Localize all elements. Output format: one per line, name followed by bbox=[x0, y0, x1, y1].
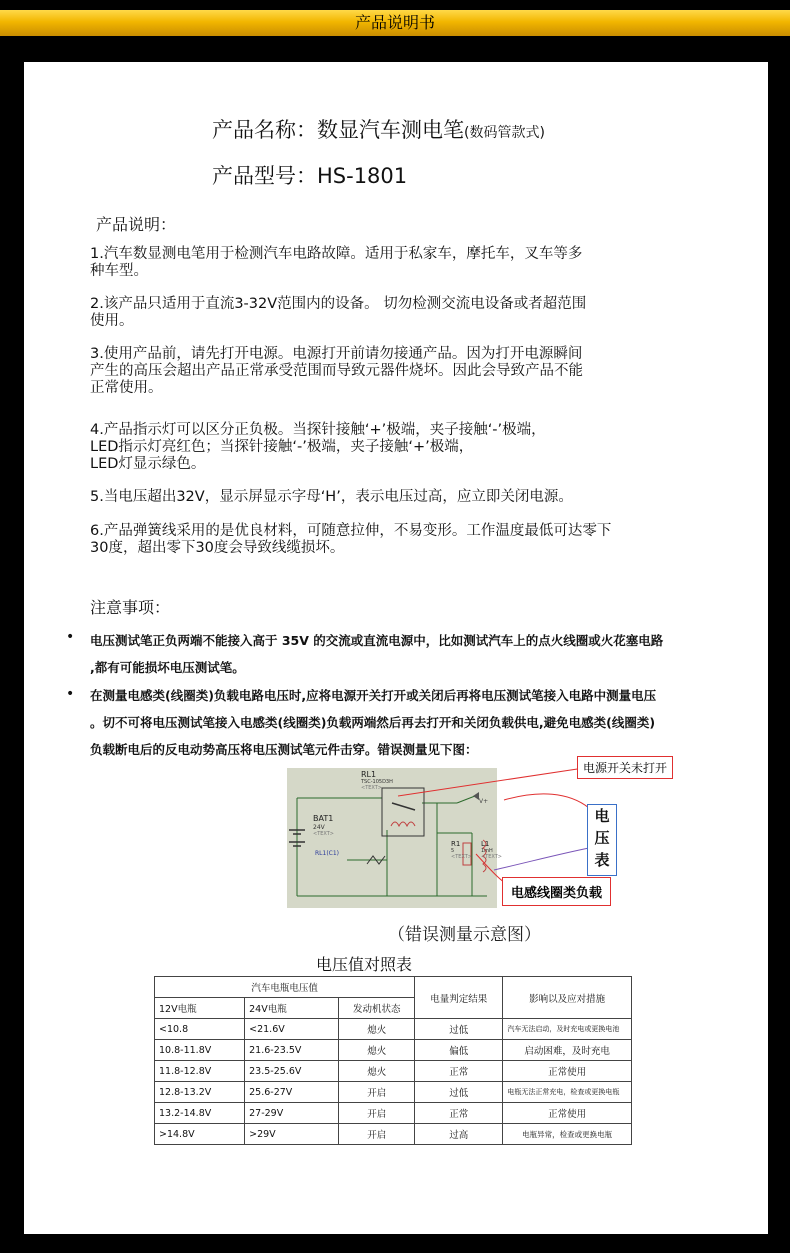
relay-model-label: TSC-105D3H bbox=[361, 779, 393, 785]
relay-coil-label: RL1(C1) bbox=[315, 850, 340, 857]
probe-label: V+ bbox=[479, 798, 489, 805]
resistor-label: R1 bbox=[451, 840, 461, 848]
table-row: >14.8V >29V 开启 过高 电瓶异常，检查或更换电瓶 bbox=[155, 1124, 632, 1145]
table-row: 11.8-12.8V 23.5-25.6V 熄火 正常 正常使用 bbox=[155, 1061, 632, 1082]
description-item-6: 6.产品弹簧线采用的是优良材料，可随意拉伸，不易变形。工作温度最低可达零下 30度，超出零下30度会导致线缆损坏。 bbox=[90, 523, 612, 556]
callout-switch: 电源开关未打开 bbox=[577, 756, 673, 779]
manual-sheet bbox=[24, 62, 768, 1234]
table-group-header: 汽车电瓶电压值 bbox=[155, 977, 415, 998]
voltage-table bbox=[154, 976, 632, 1145]
top-banner bbox=[0, 0, 790, 40]
product-model: 产品型号：HS-1801 bbox=[212, 164, 408, 188]
battery-text-label: <TEXT> bbox=[313, 831, 334, 837]
table-row: <10.8 <21.6V 熄火 过低 汽车无法启动，及时充电或更换电池 bbox=[155, 1019, 632, 1040]
inductor-text-label: <TEXT> bbox=[481, 854, 502, 860]
description-title: 产品说明： bbox=[96, 215, 177, 234]
battery-volt-label: 24V bbox=[313, 824, 325, 831]
notes-item-2: 在测量电感类(线圈类)负载电路电压时,应将电源开关打开或关闭后再将电压测试笔接入电路中测量电压 。切不可将电压测试笔接入电感类(线圈类)负载两端然后再去打开和关闭负载供电,避免电感类(线圈类) 负载断电后的反电动势高压将电压测试笔元件击穿。错误测量见下图： bbox=[90, 688, 657, 757]
bullet-icon: • bbox=[66, 629, 75, 645]
inductor-label: L1 bbox=[481, 840, 490, 848]
product-name bbox=[212, 114, 545, 144]
table-header-24v: 24V电瓶 bbox=[245, 998, 339, 1019]
table-row: 13.2-14.8V 27-29V 开启 正常 正常使用 bbox=[155, 1103, 632, 1124]
table-header-action: 影响以及应对措施 bbox=[503, 977, 632, 1019]
table-row: 12.8-13.2V 25.6-27V 开启 过低 电瓶无法正常充电，检查或更换电瓶 bbox=[155, 1082, 632, 1103]
table-header-12v: 12V电瓶 bbox=[155, 998, 245, 1019]
resistor-value-label: 5 bbox=[451, 848, 455, 854]
notes-title: 注意事项： bbox=[90, 598, 171, 617]
product-name-label: 产品名称：数显汽车测电笔 bbox=[212, 118, 464, 142]
banner-title: 产品说明书 bbox=[354, 13, 435, 32]
callout-load: 电感线圈类负载 bbox=[502, 877, 611, 906]
bullet-icon: • bbox=[66, 686, 75, 702]
table-header-result: 电量判定结果 bbox=[415, 977, 503, 1019]
relay-label: RL1 bbox=[361, 770, 377, 779]
voltmeter-box: 电 压 表 bbox=[587, 804, 617, 876]
inductor-value-label: 1mH bbox=[481, 848, 493, 854]
description-item-1: 1.汽车数显测电笔用于检测汽车电路故障。适用于私家车，摩托车，叉车等多 种车型。 bbox=[90, 246, 583, 279]
battery-label: BAT1 bbox=[313, 814, 334, 823]
diagram-caption: （错误测量示意图） bbox=[388, 925, 541, 945]
notes-item-1: 电压测试笔正负两端不能接入高于 35V 的交流或直流电源中，比如测试汽车上的点火线圈或火花塞电路 ,都有可能损坏电压测试笔。 bbox=[90, 633, 664, 675]
table-header-engine: 发动机状态 bbox=[339, 998, 415, 1019]
description-item-3: 3.使用产品前，请先打开电源。电源打开前请勿接通产品。因为打开电源瞬间 产生的高压会超出产品正常承受范围而导致元器件烧坏。因此会导致产品不能 正常使用。 bbox=[90, 346, 583, 396]
resistor-text-label: <TEXT> bbox=[451, 854, 472, 860]
description-item-2: 2.该产品只适用于直流3-32V范围内的设备。 切勿检测交流电设备或者超范围 使用。 bbox=[90, 296, 587, 329]
table-row: 10.8-11.8V 21.6-23.5V 熄火 偏低 启动困难，及时充电 bbox=[155, 1040, 632, 1061]
table-title: 电压值对照表 bbox=[316, 955, 413, 974]
description-item-5: 5.当电压超出32V，显示屏显示字母‘H’，表示电压过高，应立即关闭电源。 bbox=[90, 489, 573, 505]
description-item-4: 4.产品指示灯可以区分正负极。当探针接触‘+’极端，夹子接触‘-’极端， LED指示灯亮红色；当探针接触‘-’极端，夹子接触‘+’极端， LED灯显示绿色。 bbox=[90, 422, 546, 472]
relay-text-label: <TEXT> bbox=[361, 785, 382, 791]
product-name-note: (数码管款式) bbox=[464, 125, 545, 141]
